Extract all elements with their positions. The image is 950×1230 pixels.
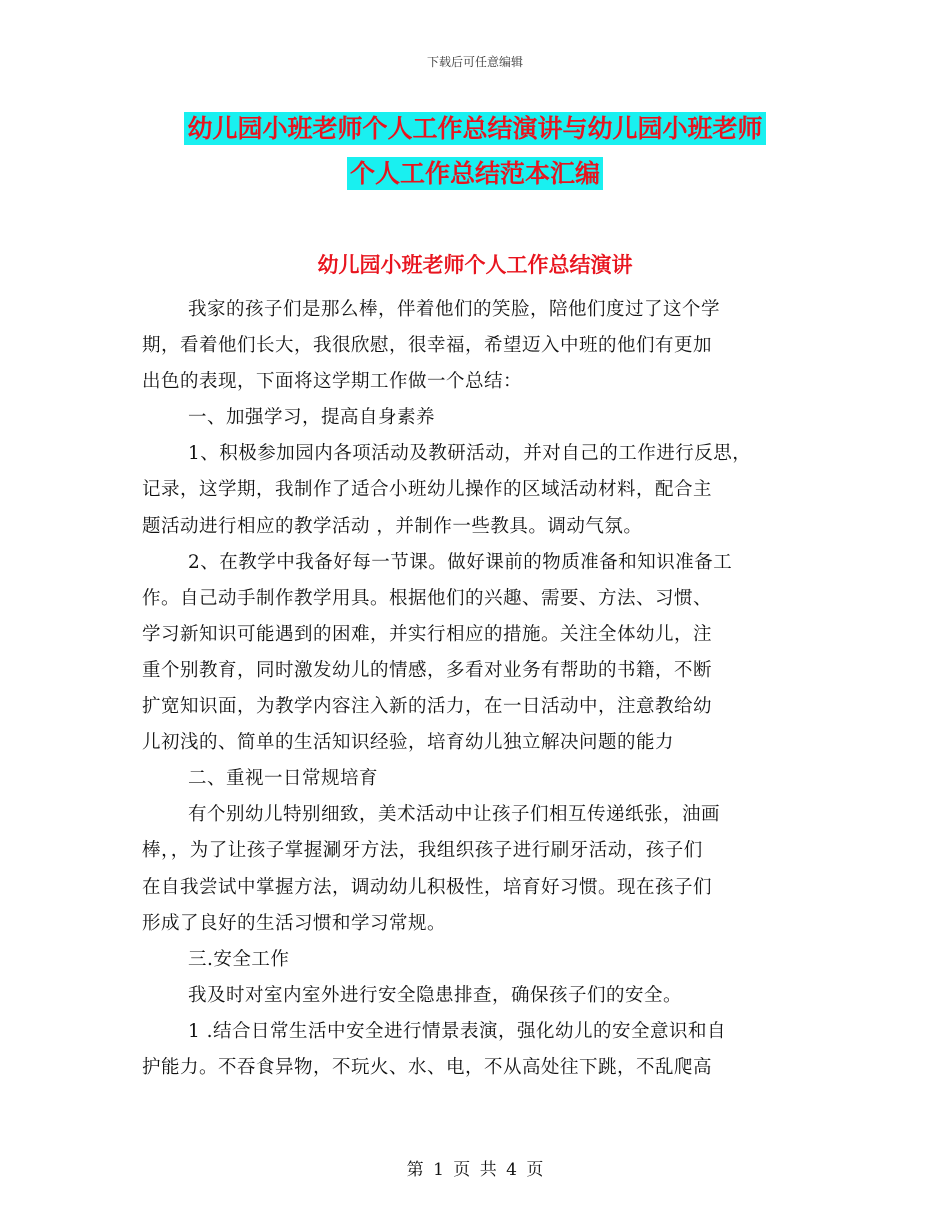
text-line: 1 .结合日常生活中安全进行情景表演，强化幼儿的安全意识和自 [188, 1020, 727, 1042]
text-line: 扩宽知识面，为教学内容注入新的活力，在一日活动中，注意教给幼 [142, 696, 713, 718]
text-line: 作。自己动手制作教学用具。根据他们的兴趣、需要、方法、习惯、 [142, 587, 713, 609]
section-title: 幼儿园小班老师个人工作总结演讲 [317, 252, 633, 277]
text-line: 在自我尝试中掌握方法，调动幼儿积极性，培育好习惯。现在孩子们 [142, 876, 713, 898]
document-title-line-2: 个人工作总结范本汇编 [0, 158, 950, 190]
section-heading: 三.安全工作 [188, 948, 290, 970]
text-line: 1、积极参加园内各项活动及教研活动，并对自己的工作进行反思， [188, 443, 752, 465]
text-line: 我家的孩子们是那么棒，伴着他们的笑脸，陪他们度过了这个学 [188, 299, 721, 320]
text-line: 儿初浅的、简单的生活知识经验，培育幼儿独立解决问题的能力 [142, 732, 675, 754]
header-note: 下载后可任意编辑 [426, 55, 523, 69]
text-line: 学习新知识可能遇到的困难，并实行相应的措施。关注全体幼儿，注 [142, 623, 713, 645]
text-line: 出色的表现，下面将这学期工作做一个总结： [142, 371, 523, 393]
text-line: 我及时对室内室外进行安全隐患排查，确保孩子们的安全。 [188, 984, 683, 1006]
text-line: 2、在教学中我备好每一节课。做好课前的物质准备和知识准备工 [188, 551, 733, 573]
body-text [142, 292, 810, 1086]
text-line: 棒，，为了让孩子掌握涮牙方法，我组织孩子进行刷牙活动，孩子们 [142, 840, 703, 862]
text-line: 重个别教育，同时激发幼儿的情感，多看对业务有帮助的书籍，不断 [142, 659, 713, 681]
section-heading: 二、重视一日常规培育 [188, 768, 379, 790]
text-line: 有个别幼儿特别细致，美术活动中让孩子们相互传递纸张，油画 [188, 804, 721, 826]
text-line: 记录，这学期，我制作了适合小班幼儿操作的区域活动材料，配合主 [142, 479, 713, 501]
document-title-line-1: 幼儿园小班老师个人工作总结演讲与幼儿园小班老师 [0, 113, 950, 145]
text-line: 护能力。不吞食异物，不玩火、水、电，不从高处往下跳，不乱爬高 [142, 1056, 713, 1078]
text-line: 期，看着他们长大，我很欣慰，很幸福，希望迈入中班的他们有更加 [142, 335, 713, 357]
page-footer: 第 1 页 共 4 页 [406, 1160, 544, 1180]
text-line: 题活动进行相应的教学活动 ，并制作一些教具。调动气氛。 [142, 515, 643, 537]
section-heading: 一、加强学习，提高自身素养 [188, 407, 436, 429]
text-line: 形成了良好的生活习惯和学习常规。 [142, 912, 447, 934]
